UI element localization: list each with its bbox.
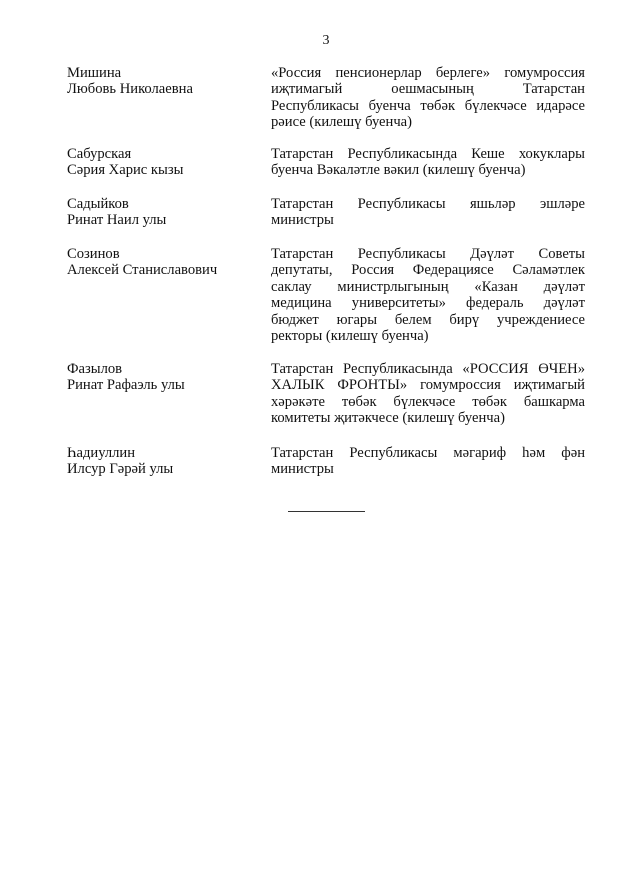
position-line: рәисе (килешү буенча) [271,114,413,131]
position-line: «Россия пенсионерлар берлеге» гомумроссия [271,65,585,81]
member-name [67,146,257,179]
position-line: ХАЛЫК ФРОНТЫ» гомумроссия иҗтимагый [271,377,585,394]
position-line: Татарстан Республикасы Дәүләт Советы [271,246,585,262]
member-position [271,65,585,131]
position-line: бюджет югары белем бирү учреждениесе [271,311,585,328]
member-surname: Сабурская [67,146,132,162]
member-surname: Созинов [67,246,120,262]
end-divider-line [288,511,365,512]
position-line: министры [271,461,334,478]
position-line: Татарстан Республикасы яшьләр эшләре [271,196,585,212]
member-given-names: Ринат Наил улы [67,212,167,229]
member-given-names: Ринат Рафаэль улы [67,377,185,394]
member-name [67,246,257,279]
position-line: медицина университеты» федераль дәүләт [271,295,585,312]
member-name [67,196,257,229]
position-line: Татарстан Республикасында Кеше хокуклары [271,146,585,162]
member-position [271,246,585,344]
position-line: иҗтимагый оешмасының Татарстан [271,81,585,98]
position-line: буенча Вәкаләтле вәкил (килешү буенча) [271,162,526,179]
member-given-names: Любовь Николаевна [67,81,193,98]
position-line: депутаты, Россия Федерациясе Сәламәтлек [271,262,585,279]
member-position [271,146,585,179]
position-line: Татарстан Республикасы мәгариф һәм фән [271,445,585,461]
member-given-names: Илсур Гәрәй улы [67,461,174,478]
member-name [67,65,257,98]
member-surname: Мишина [67,65,122,81]
member-name [67,445,257,478]
position-line: Татарстан Республикасында «РОССИЯ ӨЧЕН» [271,361,585,377]
member-surname: Һадиуллин [67,445,136,461]
member-name [67,361,257,394]
member-surname: Фазылов [67,361,123,377]
member-position [271,361,585,427]
position-line: хәрәкәте төбәк бүлекчәсе төбәк башкарма [271,393,585,410]
member-given-names: Алексей Станиславович [67,262,218,279]
page-number: 3 [322,33,330,48]
position-line: Республикасы буенча төбәк бүлекчәсе идарәсе [271,97,585,114]
member-position [271,196,585,229]
position-line: ректоры (килешү буенча) [271,328,429,345]
position-line: комитеты җитәкчесе (килешү буенча) [271,410,505,427]
member-given-names: Сәрия Харис кызы [67,162,184,179]
member-surname: Садыйков [67,196,129,212]
position-line: саклау министрлыгының «Казан дәүләт [271,278,585,295]
position-line: министры [271,212,334,229]
member-position [271,445,585,478]
